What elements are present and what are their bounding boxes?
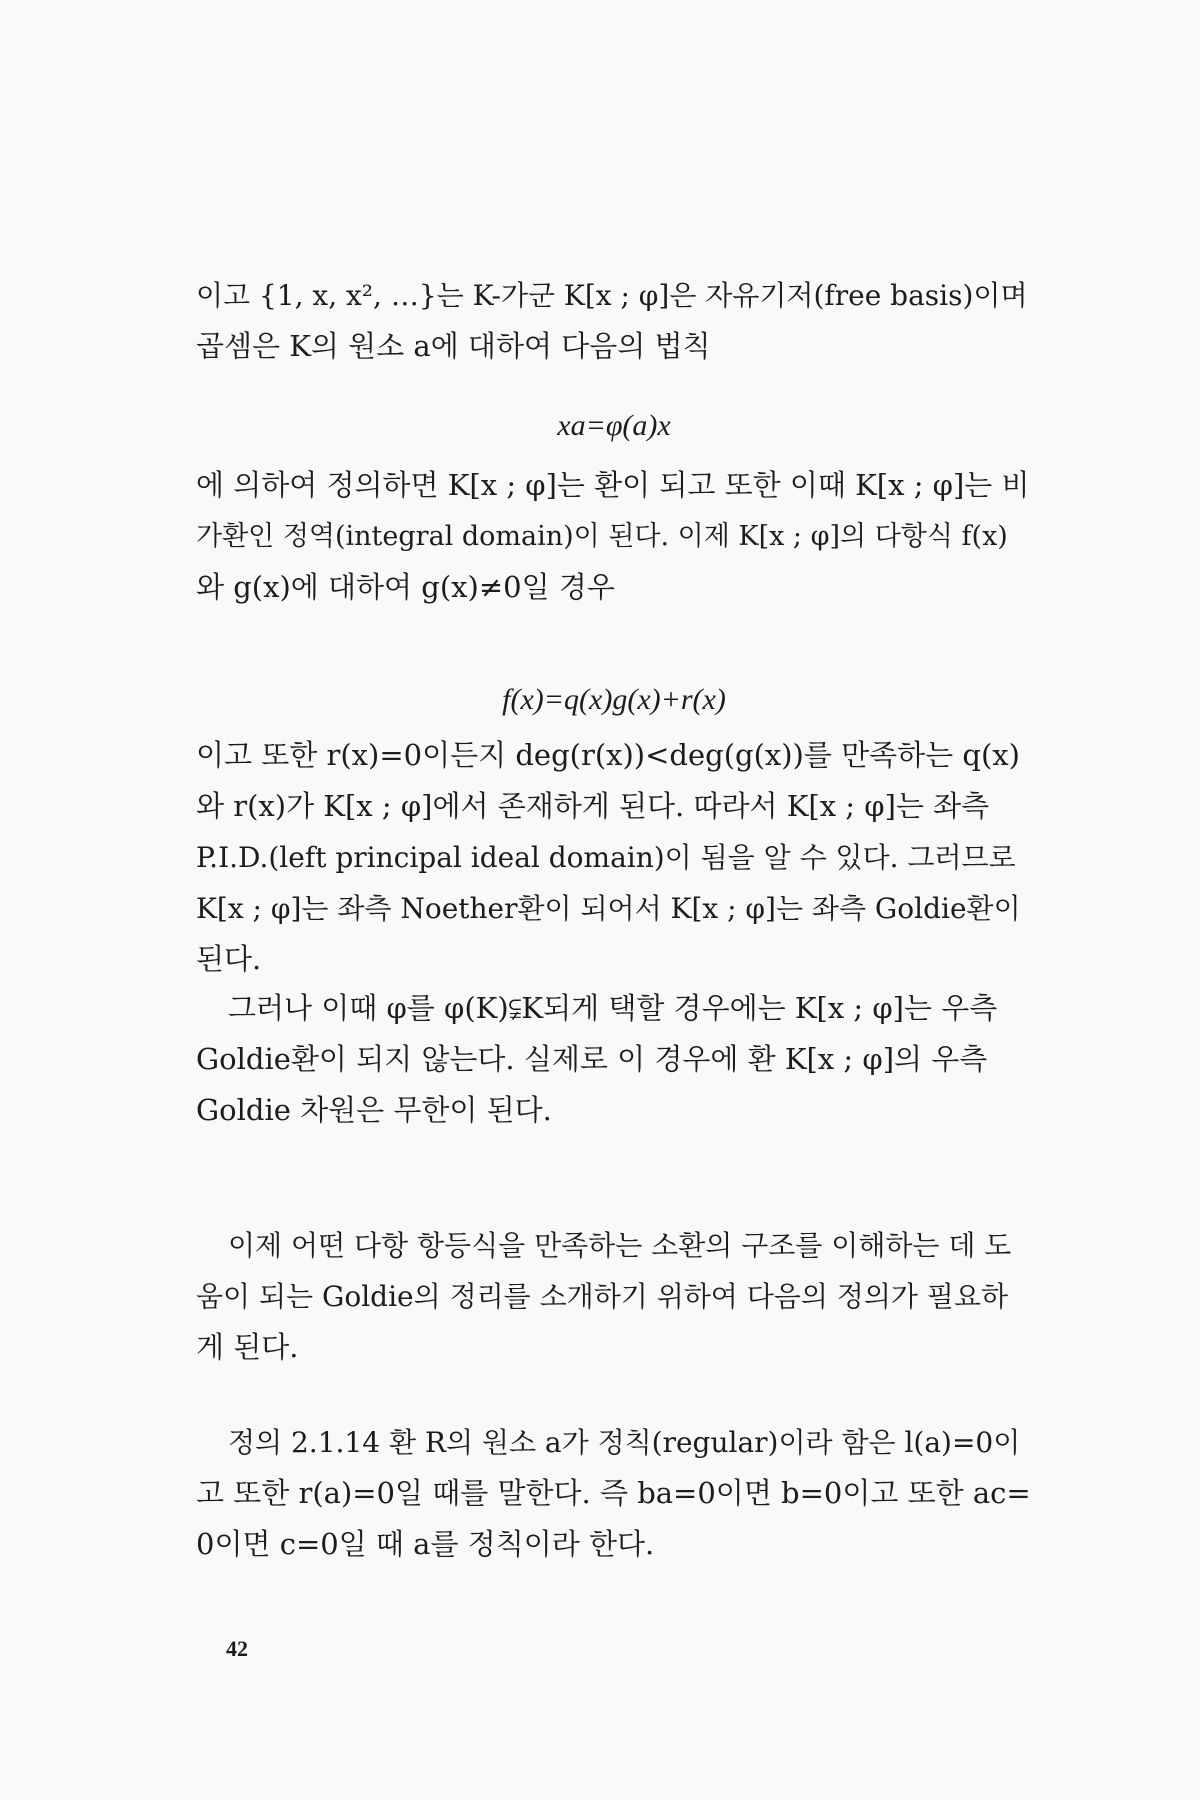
definition-2-1-14	[196, 1417, 1032, 1570]
text-line: Goldie 차원은 무한이 된다.	[196, 1093, 552, 1127]
text-line: Goldie환이 되지 않는다. 실제로 이 경우에 환 K[x ; φ]의 우측	[196, 1042, 988, 1076]
text-line: 이고 {1, x, x², …}는 K-가군 K[x ; φ]은 자유기저(free basis)이며	[196, 279, 1028, 312]
paragraph-goldie-theorem-intro	[196, 1220, 1032, 1373]
paragraph-definition-ring	[196, 460, 1032, 613]
text-line: 가환인 정역(integral domain)이 된다. 이제 K[x ; φ]의 다항식 f(x)	[196, 521, 1008, 552]
text-line: 고 또한 r(a)=0일 때를 말한다. 즉 ba=0이면 b=0이고 또한 ac=	[196, 1476, 1031, 1510]
text-line: 와 g(x)에 대하여 g(x)≠0일 경우	[196, 570, 615, 604]
page-number: 42	[226, 1636, 248, 1661]
text-line: 0이면 c=0일 때 a를 정칙이라 한다.	[196, 1527, 655, 1561]
text-line: 움이 되는 Goldie의 정리를 소개하기 위하여 다음의 정의가 필요하	[196, 1280, 1008, 1313]
text-line: 정의 2.1.14 환 R의 원소 a가 정칙(regular)이라 함은 l(a)=0이	[228, 1426, 1021, 1459]
text-line: 그러나 이때 φ를 φ(K)⫋K되게 택할 경우에는 K[x ; φ]는 우측	[228, 991, 998, 1025]
text-line: 된다.	[196, 942, 262, 976]
text-line: P.I.D.(left principal ideal domain)이 됨을 알 수 있다. 그러므로	[196, 841, 1016, 874]
text-line: 에 의하여 정의하면 K[x ; φ]는 환이 되고 또한 이때 K[x ; φ]는 비	[196, 468, 1030, 502]
text-line: 곱셈은 K의 원소 a에 대하여 다음의 법칙	[196, 329, 711, 363]
text-line: 이제 어떤 다항 항등식을 만족하는 소환의 구조를 이해하는 데 도	[228, 1229, 1012, 1262]
paragraph-pid	[196, 730, 1032, 985]
text-line: 와 r(x)가 K[x ; φ]에서 존재하게 된다. 따라서 K[x ; φ]는 좌측	[196, 789, 990, 823]
paragraph-intro	[196, 270, 1032, 372]
equation-commutation: xa=φ(a)x	[557, 409, 671, 442]
text-line: 이고 또한 r(x)=0이든지 deg(r(x))<deg(g(x))를 만족하는 q(x)	[196, 738, 1020, 772]
text-line: K[x ; φ]는 좌측 Noether환이 되어서 K[x ; φ]는 좌측 Goldie환이	[196, 892, 1021, 925]
paragraph-right-goldie	[196, 983, 1032, 1136]
text-line: 게 된다.	[196, 1330, 299, 1364]
equation-division: f(x)=q(x)g(x)+r(x)	[502, 683, 726, 716]
